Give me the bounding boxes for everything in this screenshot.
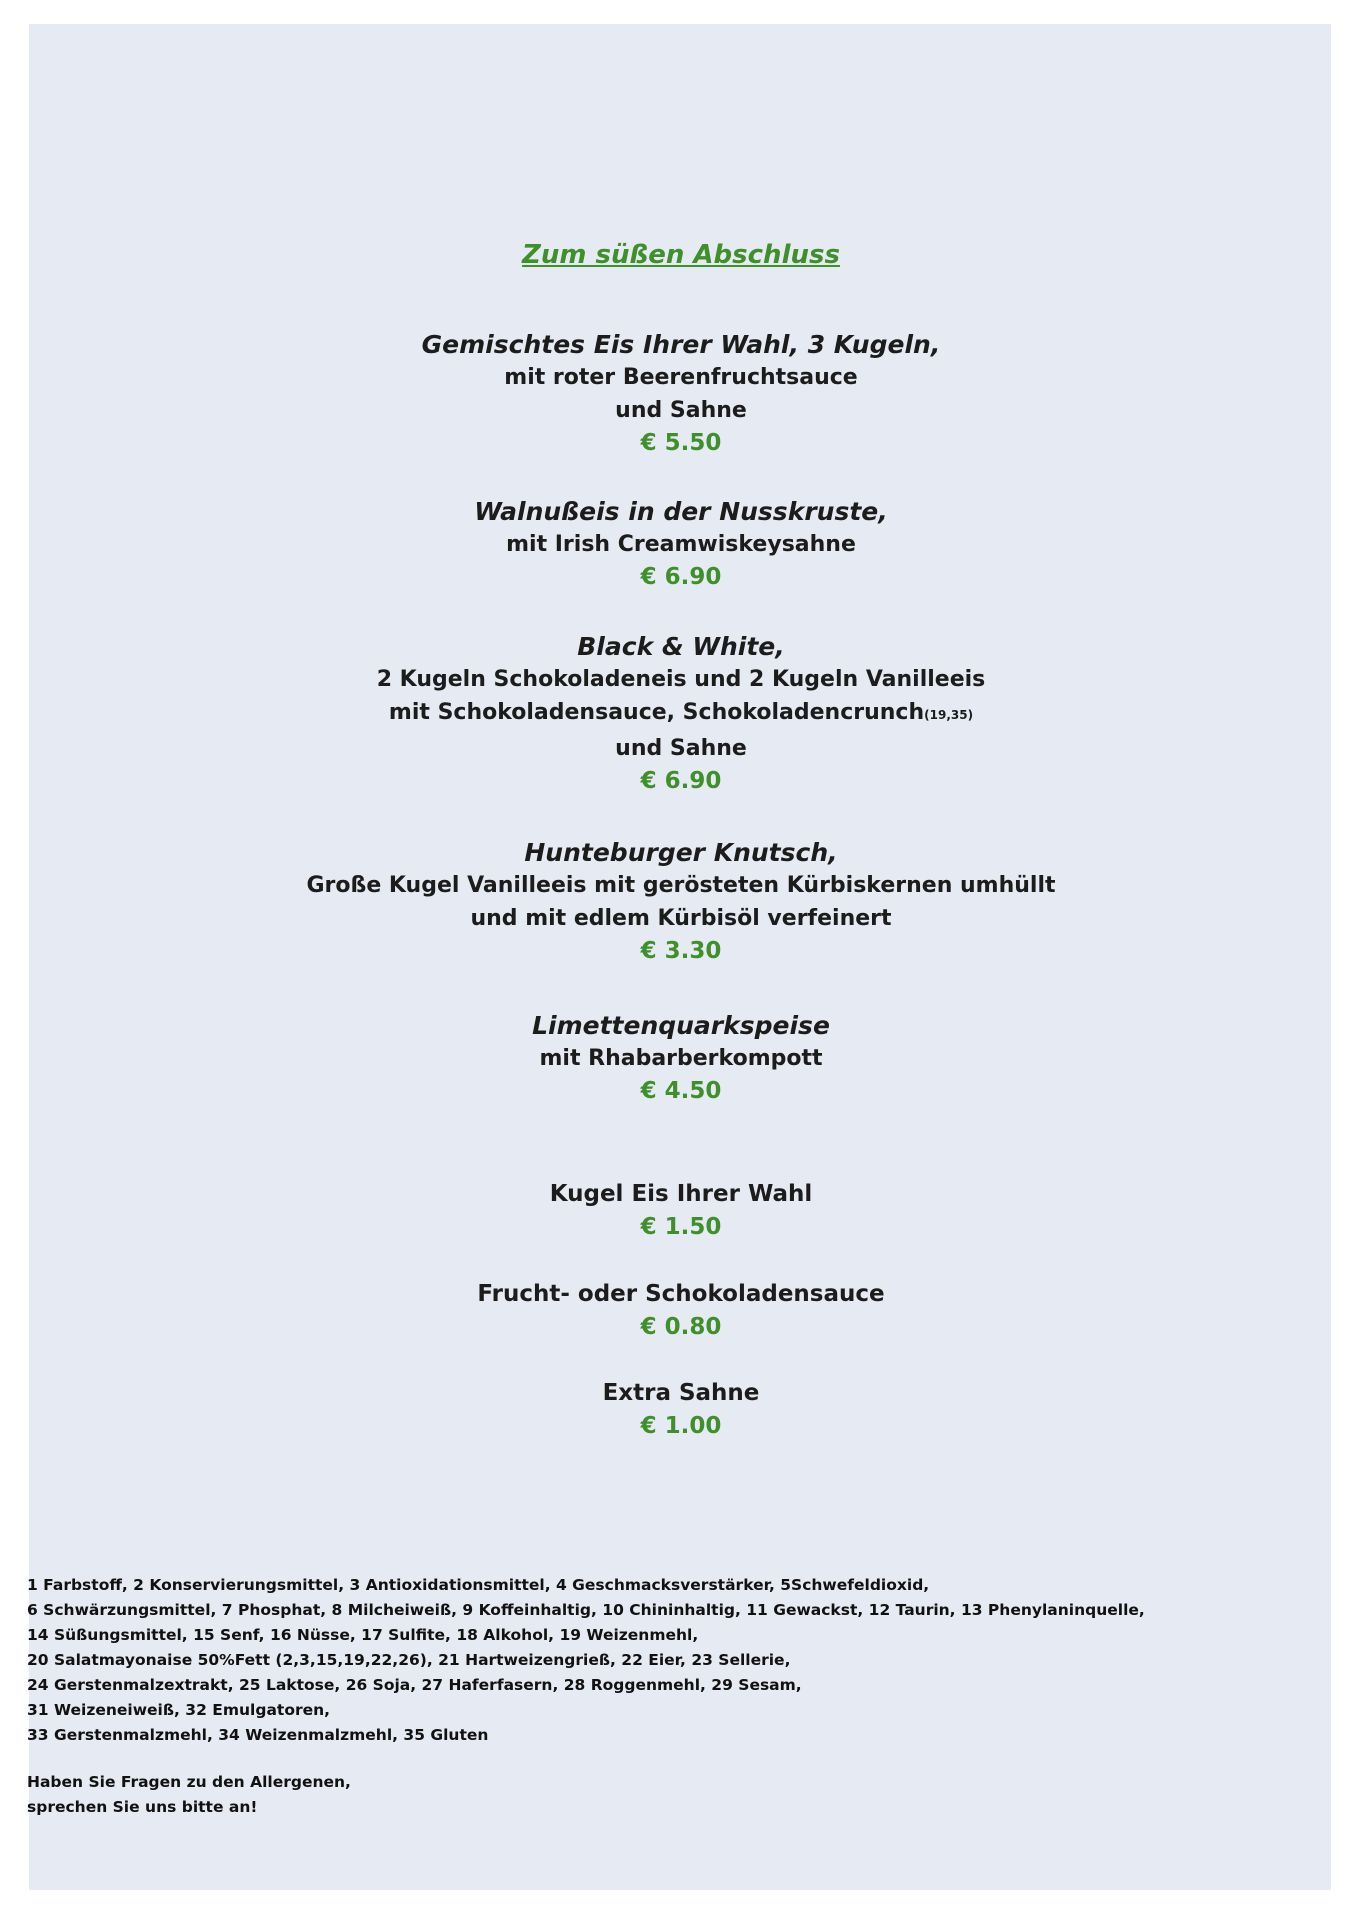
allergen-line: 33 Gerstenmalzmehl, 34 Weizenmalzmehl, 35 Gluten: [27, 1726, 489, 1744]
menu-item: [0, 1178, 1362, 1244]
item-description: 2 Kugeln Schokoladeneis und 2 Kugeln Vanilleeis: [376, 667, 986, 692]
allergen-line: 24 Gerstenmalzextrakt, 25 Laktose, 26 Soja, 27 Haferfasern, 28 Roggenmehl, 29 Sesam,: [27, 1676, 802, 1694]
menu-item: [0, 630, 1362, 798]
menu-item: [0, 1278, 1362, 1344]
item-name: Limettenquarkspeise: [532, 1011, 830, 1040]
menu-item: [0, 328, 1362, 460]
item-price: € 4.50: [640, 1078, 722, 1104]
item-description: mit roter Beerenfruchtsauce: [504, 365, 858, 390]
item-price: € 1.00: [640, 1413, 722, 1439]
menu-item: [0, 836, 1362, 968]
contact-line: sprechen Sie uns bitte an!: [27, 1798, 258, 1816]
item-name: Frucht- oder Schokoladensauce: [477, 1281, 885, 1307]
menu-title: Zum süßen Abschluss: [522, 240, 840, 270]
item-description: [0, 696, 1362, 732]
allergen-line: 20 Salatmayonaise 50%Fett (2,3,15,19,22,26), 21 Hartweizengrieß, 22 Eier, 23 Sellerie,: [27, 1651, 791, 1669]
item-description: und Sahne: [615, 398, 747, 423]
menu-item: [0, 1377, 1362, 1443]
item-price: € 1.50: [640, 1214, 722, 1240]
item-name: Gemischtes Eis Ihrer Wahl, 3 Kugeln,: [421, 330, 941, 359]
item-name: Black & White,: [577, 632, 785, 661]
allergen-contact-note: [27, 1770, 351, 1820]
item-price: € 6.90: [640, 564, 722, 590]
contact-line: Haben Sie Fragen zu den Allergenen,: [27, 1773, 351, 1791]
item-description-text: mit Schokoladensauce, Schokoladencrunch: [388, 700, 925, 725]
menu-item: [0, 1009, 1362, 1108]
item-description: Große Kugel Vanilleeis mit gerösteten Kürbiskernen umhüllt: [306, 873, 1056, 898]
item-description: mit Irish Creamwiskeysahne: [506, 532, 856, 557]
item-description: und mit edlem Kürbisöl verfeinert: [470, 906, 892, 931]
allergen-code: (19,35): [924, 708, 974, 722]
item-price: € 0.80: [640, 1314, 722, 1340]
item-name: Kugel Eis Ihrer Wahl: [549, 1181, 813, 1207]
item-price: € 5.50: [640, 430, 722, 456]
allergen-line: 6 Schwärzungsmittel, 7 Phosphat, 8 Milcheiweiß, 9 Koffeinhaltig, 10 Chininhaltig, 11 Gewackst, 12 Taurin, 13 Phenylaninquelle,: [27, 1601, 1145, 1619]
item-name: Extra Sahne: [602, 1380, 760, 1406]
item-description: und Sahne: [615, 736, 747, 761]
item-name: Walnußeis in der Nusskruste,: [474, 497, 888, 526]
allergen-line: 31 Weizeneiweiß, 32 Emulgatoren,: [27, 1701, 331, 1719]
allergen-line: 14 Süßungsmittel, 15 Senf, 16 Nüsse, 17 Sulfite, 18 Alkohol, 19 Weizenmehl,: [27, 1626, 699, 1644]
allergen-line: 1 Farbstoff, 2 Konservierungsmittel, 3 Antioxidationsmittel, 4 Geschmacksverstärker, 5Schwefeldioxid,: [27, 1576, 930, 1594]
item-description: mit Rhabarberkompott: [539, 1046, 823, 1071]
item-name: Hunteburger Knutsch,: [524, 838, 838, 867]
item-price: € 3.30: [640, 938, 722, 964]
item-price: € 6.90: [640, 768, 722, 794]
menu-item: [0, 495, 1362, 594]
allergen-legend: [27, 1573, 1307, 1748]
